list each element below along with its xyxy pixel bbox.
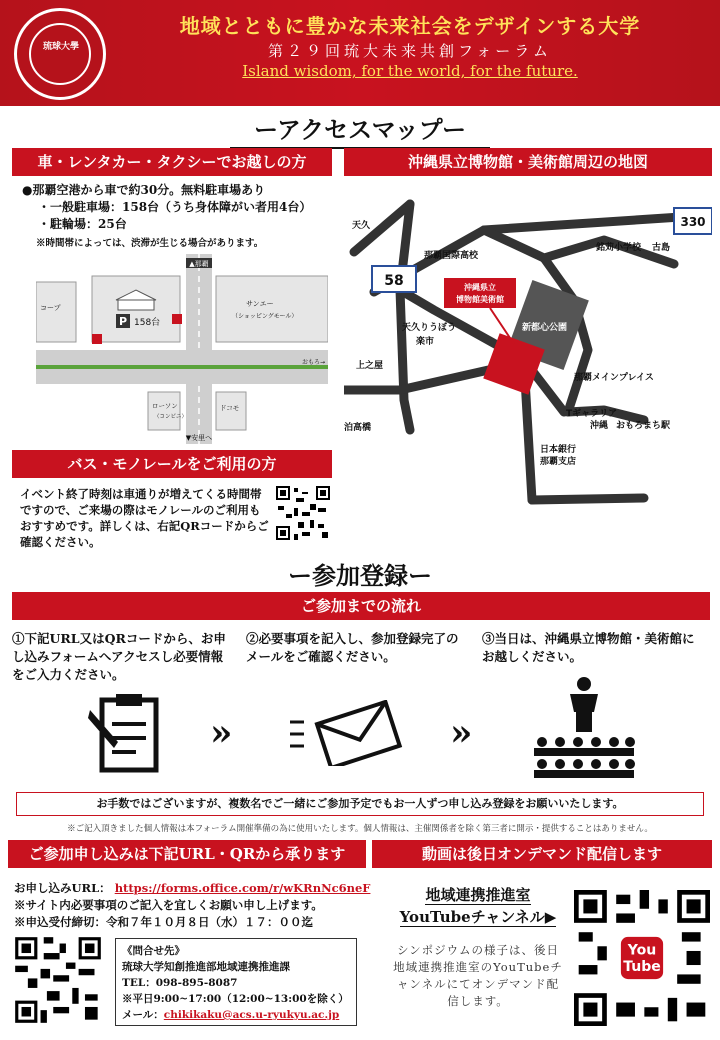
apply-url-link[interactable]: https://forms.office.com/r/wKRnNc6neF — [114, 881, 371, 895]
route-330-sign: 330 — [680, 215, 706, 229]
area-map — [344, 180, 712, 540]
label-tgalleria: Tギャラリア — [566, 409, 618, 419]
museum-label-line2: 博物館美術館 — [456, 295, 504, 304]
register-title: ー参加登録ー — [260, 556, 460, 595]
seal-text: 琉球大學 — [42, 42, 79, 52]
forum-name: 第２９回琉大未来共創フォーラム — [267, 42, 553, 60]
down-direction: ▼安里へ — [185, 434, 213, 442]
contact-box — [115, 938, 357, 1026]
up-direction: ▲那覇 — [189, 260, 209, 268]
url-label: お申し込みURL： — [14, 881, 111, 895]
car-line-2: ・一般駐車場：158台（うち身体障がい者用4台） — [38, 200, 312, 214]
arrow-icon-1: » — [210, 712, 233, 754]
flow-heading: ご参加までの流れ — [12, 592, 710, 620]
label-main-place: 那覇メインプレイス — [574, 373, 654, 383]
parking-icon: P — [118, 315, 128, 328]
apply-heading: ご参加申し込みは下記URL・QRから承ります — [8, 840, 366, 868]
bus-qr-code[interactable] — [274, 484, 332, 542]
label-park: 新都心公園 — [522, 323, 568, 333]
label-meekaru: 銘苅小学校 — [596, 243, 642, 253]
step-3-text: ③当日は、沖縄県立博物館・美術館にお越しください。 — [482, 631, 695, 664]
car-heading: 車・レンタカー・タクシーでお越しの方 — [12, 148, 332, 176]
url-row — [14, 880, 384, 897]
youtube-channel-title — [378, 884, 578, 928]
clipboard-pen-icon — [88, 690, 164, 774]
coop-label: コープ — [40, 304, 61, 312]
bus-heading: バス・モノレールをご利用の方 — [12, 450, 332, 478]
car-line-3: ・駐輪場：25台 — [38, 217, 127, 231]
label-bank-branch: 那覇支店 — [540, 457, 577, 467]
car-info — [22, 182, 332, 233]
youtube-badge-bottom: Tube — [623, 959, 661, 976]
bus-text: イベント終了時刻は車通りが増えてくる時間帯ですので、ご来場の際はモノレールのご利用もおすすめです。詳しくは、右記QRコードからご確認ください。 — [20, 487, 269, 549]
motto: Island wisdom, for the world, for the future. — [242, 62, 578, 80]
label-omoromachi: おもろまち駅 — [616, 421, 671, 431]
route-58-sign: 58 — [384, 273, 404, 289]
lawson-label: ローソン — [152, 402, 178, 410]
contact-mail-row — [122, 1007, 350, 1023]
contact-title: 《問合せ先》 — [122, 945, 185, 957]
university-seal-logo — [14, 8, 106, 100]
arrow-icon-2: » — [450, 712, 473, 754]
mail-label: メール： — [122, 1009, 164, 1021]
lawson-sub-label: （コンビニ） — [154, 414, 188, 420]
label-tomari: 泊高橋 — [344, 423, 372, 433]
youtube-qr-code[interactable] — [574, 890, 710, 1026]
header-title: 地域とともに豊かな未来社会をデザインする大学 — [179, 14, 641, 38]
traffic-note: ※時間帯によっては、渋滞が生じる場合があります。 — [36, 238, 264, 249]
seal-inner-ring — [29, 23, 91, 85]
right-sub-label: （ショッピングモール） — [232, 313, 298, 320]
video-heading: 動画は後日オンデマンド配信します — [372, 840, 712, 868]
label-naha-kokusai: 那覇国際高校 — [424, 251, 479, 261]
contact-org: 琉球大学知創推進部地域連携推進課 — [122, 961, 290, 973]
contact-mail-link[interactable]: chikikaku@acs.u-ryukyu.ac.jp — [163, 1009, 340, 1021]
channel-line-1: 地域連携推進室 — [425, 886, 531, 904]
apply-qr-code[interactable] — [12, 934, 104, 1026]
label-furujima: 古島 — [652, 243, 671, 253]
video-description: シンポジウムの様子は、後日地域連携推進室のYouTubeチャンネルにてオンデマンド配信します。 — [393, 943, 563, 1008]
label-okinawa: 沖縄 — [590, 421, 609, 431]
car-line-1: ●那覇空港から車で約30分。無料駐車場あり — [22, 183, 266, 197]
label-ameku: 天久 — [352, 221, 371, 231]
docomo-label: ドコモ — [220, 404, 240, 412]
step-2-text: ②必要事項を記入し、参加登録完了のメールをご確認ください。 — [246, 631, 459, 664]
mail-icon — [288, 700, 404, 766]
parking-count: 158台 — [134, 318, 161, 328]
audience-podium-icon — [530, 676, 638, 782]
step-1-text: ①下記URL又はQRコードから、お申し込みフォームへアクセスし必要情報をご入力ください。 — [12, 631, 226, 682]
apply-info — [14, 880, 384, 931]
channel-line-2: YouTubeチャンネル▶ — [399, 908, 557, 926]
right-road-label: おもろ→ — [302, 359, 326, 366]
museum-label-line1: 沖縄県立 — [464, 283, 496, 292]
note-2: ※申込受付締切：令和７年１０月８日（水）１７：００迄 — [14, 915, 313, 929]
notice-box: お手数ではございますが、複数名でご一緒にご参加予定でもお一人ずつ申し込み登録をお願いいたします。 — [16, 792, 704, 816]
note-1: ※サイト内必要事項のご記入を宜しくお願い申し上げます。 — [14, 898, 323, 912]
parking-map — [36, 254, 328, 444]
label-uenoya: 上之屋 — [356, 361, 384, 371]
sanA-label: サンエー — [246, 300, 274, 308]
youtube-badge-top: You — [627, 942, 657, 959]
label-ryubo: 天久りうぼう — [402, 323, 457, 333]
label-rakuichi: 楽市 — [416, 337, 435, 347]
map-heading: 沖縄県立博物館・美術館周辺の地図 — [344, 148, 712, 176]
contact-hours: ※平日9:00~17:00（12:00~13:00を除く） — [122, 993, 349, 1005]
contact-tel: TEL：098-895-8087 — [122, 977, 238, 989]
privacy-note: ※ご記入頂きました個人情報は本フォーラム開催準備の為に使用いたします。個人情報は、主催関係者を除く第三者に開示・提供することはありません。 — [67, 824, 653, 834]
access-map-title: ーアクセスマップー — [230, 110, 490, 149]
label-bank: 日本銀行 — [540, 445, 577, 455]
